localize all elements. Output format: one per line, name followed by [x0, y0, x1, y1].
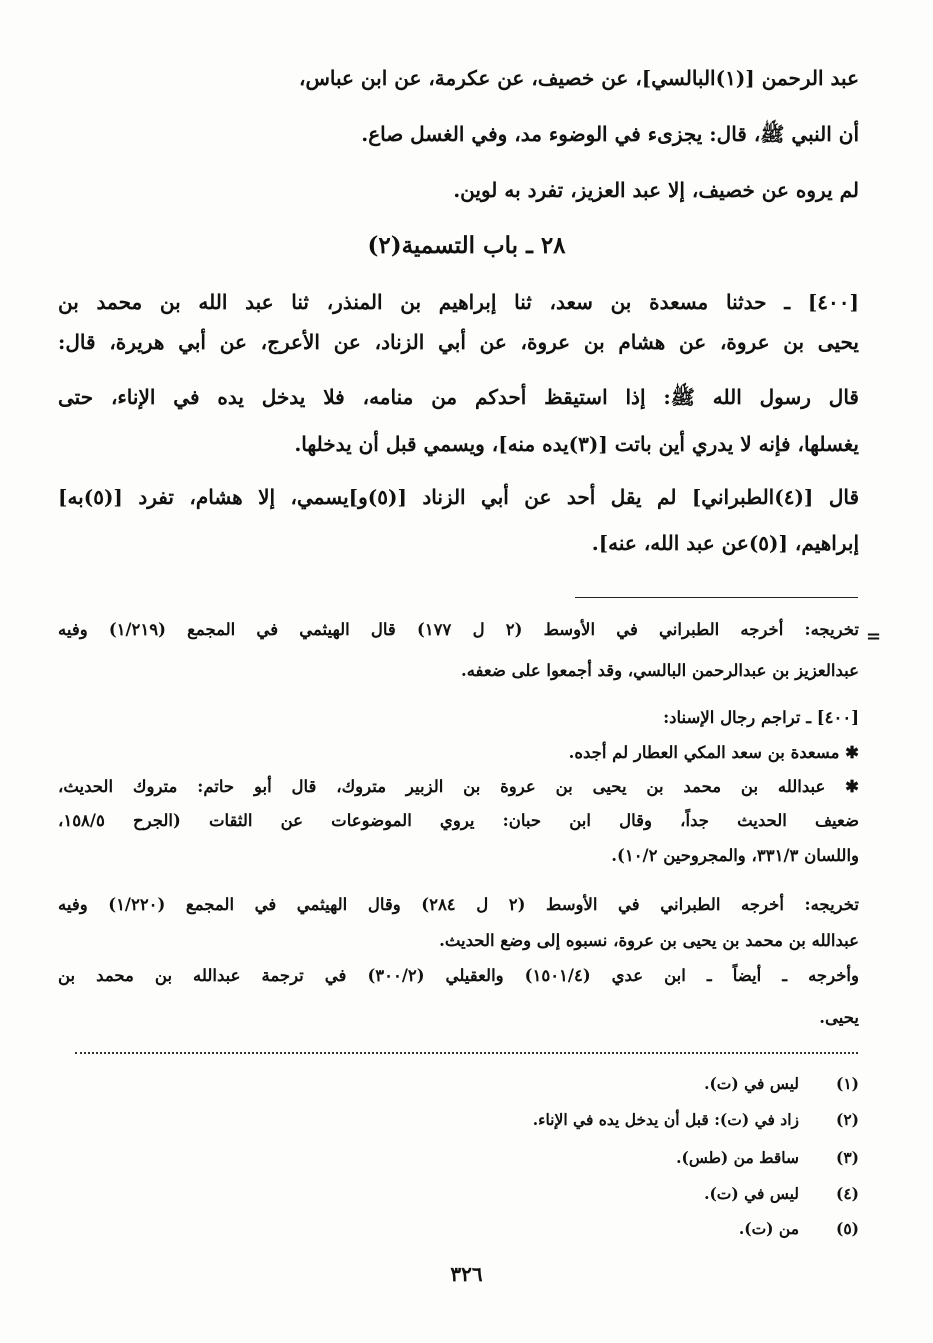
footnote-number: (١) [835, 1074, 859, 1093]
separator-rule [575, 597, 858, 598]
takhrij-400-line-2: عبدالله بن محمد بن يحيى بن عروة، نسبوه إلى وضع الحديث. [439, 931, 859, 950]
footnote-text: زاد في (ت): قبل أن يدخل يده في الإناء. [532, 1110, 799, 1129]
footnote-number: (٥) [835, 1219, 859, 1238]
takhrij-400-line-3: وأخرجه ـ أيضاً ـ ابن عدي (١٥٠١/٤) والعقيلي (٣٠٠/٢) في ترجمة عبدالله بن محمد بن [58, 966, 859, 985]
footnote-number: (٢) [835, 1110, 859, 1129]
footnote-3 [676, 1148, 859, 1167]
takhrij-400-line-4: يحيى. [819, 1008, 859, 1027]
page-number: ٣٢٦ [450, 1262, 483, 1286]
footnote-5 [739, 1219, 859, 1238]
hadith-400-line-6: إبراهيم، [(٥)عن عبد الله، عنه]. [591, 531, 859, 555]
rijal-400-item-2-line-1: ✱ عبدالله بن محمد بن يحيى بن عروة بن الزبير متروك، قال أبو حاتم: متروك الحديث، [58, 777, 859, 796]
main-line-2: أن النبي ﷺ، قال: يجزىء في الوضوء مد، وفي الغسل صاع. [361, 122, 859, 146]
margin-mark: = [866, 626, 882, 647]
rijal-400-item-2-line-2: ضعيف الحديث جداً، وقال ابن حبان: يروي الموضوعات عن الثقات (الجرح ١٥٨/٥، [58, 811, 859, 830]
chapter-heading: ٢٨ ـ باب التسمية(٢) [367, 232, 566, 259]
main-line-1: عبد الرحمن [(١)البالسي]، عن خصيف، عن عكرمة، عن ابن عباس، [299, 66, 859, 90]
takhrij-399-line-1: تخريجه: أخرجه الطبراني في الأوسط (٢ ل ١٧٧) قال الهيثمي في المجمع (١/٢١٩) وفيه [58, 620, 860, 639]
hadith-400-line-1: [٤٠٠] ـ حدثنا مسعدة بن سعد، ثنا إبراهيم بن المنذر، ثنا عبد الله بن محمد بن [58, 290, 859, 314]
footnote-number: (٣) [835, 1148, 859, 1167]
footnote-separator [75, 1052, 858, 1054]
rijal-400-heading: [٤٠٠] ـ تراجم رجال الإسناد: [663, 708, 859, 727]
footnote-4 [704, 1184, 859, 1203]
main-line-3: لم يروه عن خصيف، إلا عبد العزيز، تفرد به لوين. [453, 178, 859, 202]
hadith-400-line-2: يحيى بن عروة، عن هشام بن عروة، عن أبي الزناد، عن الأعرج، عن أبي هريرة، قال: [58, 330, 859, 354]
footnote-text: ليس في (ت). [704, 1074, 799, 1093]
hadith-400-line-3: قال رسول الله ﷺ: إذا استيقظ أحدكم من منامه، فلا يدخل يده في الإناء، حتى [58, 385, 859, 409]
rijal-400-item-1: ✱ مسعدة بن سعد المكي العطار لم أجده. [568, 743, 859, 762]
takhrij-399-line-2: عبدالعزيز بن عبدالرحمن البالسي، وقد أجمعوا على ضعفه. [460, 661, 859, 680]
footnote-text: ساقط من (طس). [676, 1148, 799, 1167]
hadith-400-line-5: قال [(٤)الطبراني] لم يقل أحد عن أبي الزناد [(٥)و]يسمي، إلا هشام، تفرد [(٥)به] [58, 485, 860, 509]
takhrij-400-line-1: تخريجه: أخرجه الطبراني في الأوسط (٢ ل ٢٨٤) وقال الهيثمي في المجمع (١/٢٢٠) وفيه [58, 895, 860, 914]
footnote-2 [533, 1110, 859, 1129]
footnote-text: من (ت). [738, 1219, 799, 1238]
rijal-400-item-2-line-3: واللسان ٣٣١/٣، والمجروحين ١٠/٢). [611, 846, 859, 865]
hadith-400-line-4: يغسلها، فإنه لا يدري أين باتت [(٣)يده منه]، ويسمي قبل أن يدخلها. [294, 432, 859, 456]
footnote-number: (٤) [835, 1184, 859, 1203]
footnote-1 [704, 1074, 859, 1093]
footnote-text: ليس في (ت). [704, 1184, 799, 1203]
